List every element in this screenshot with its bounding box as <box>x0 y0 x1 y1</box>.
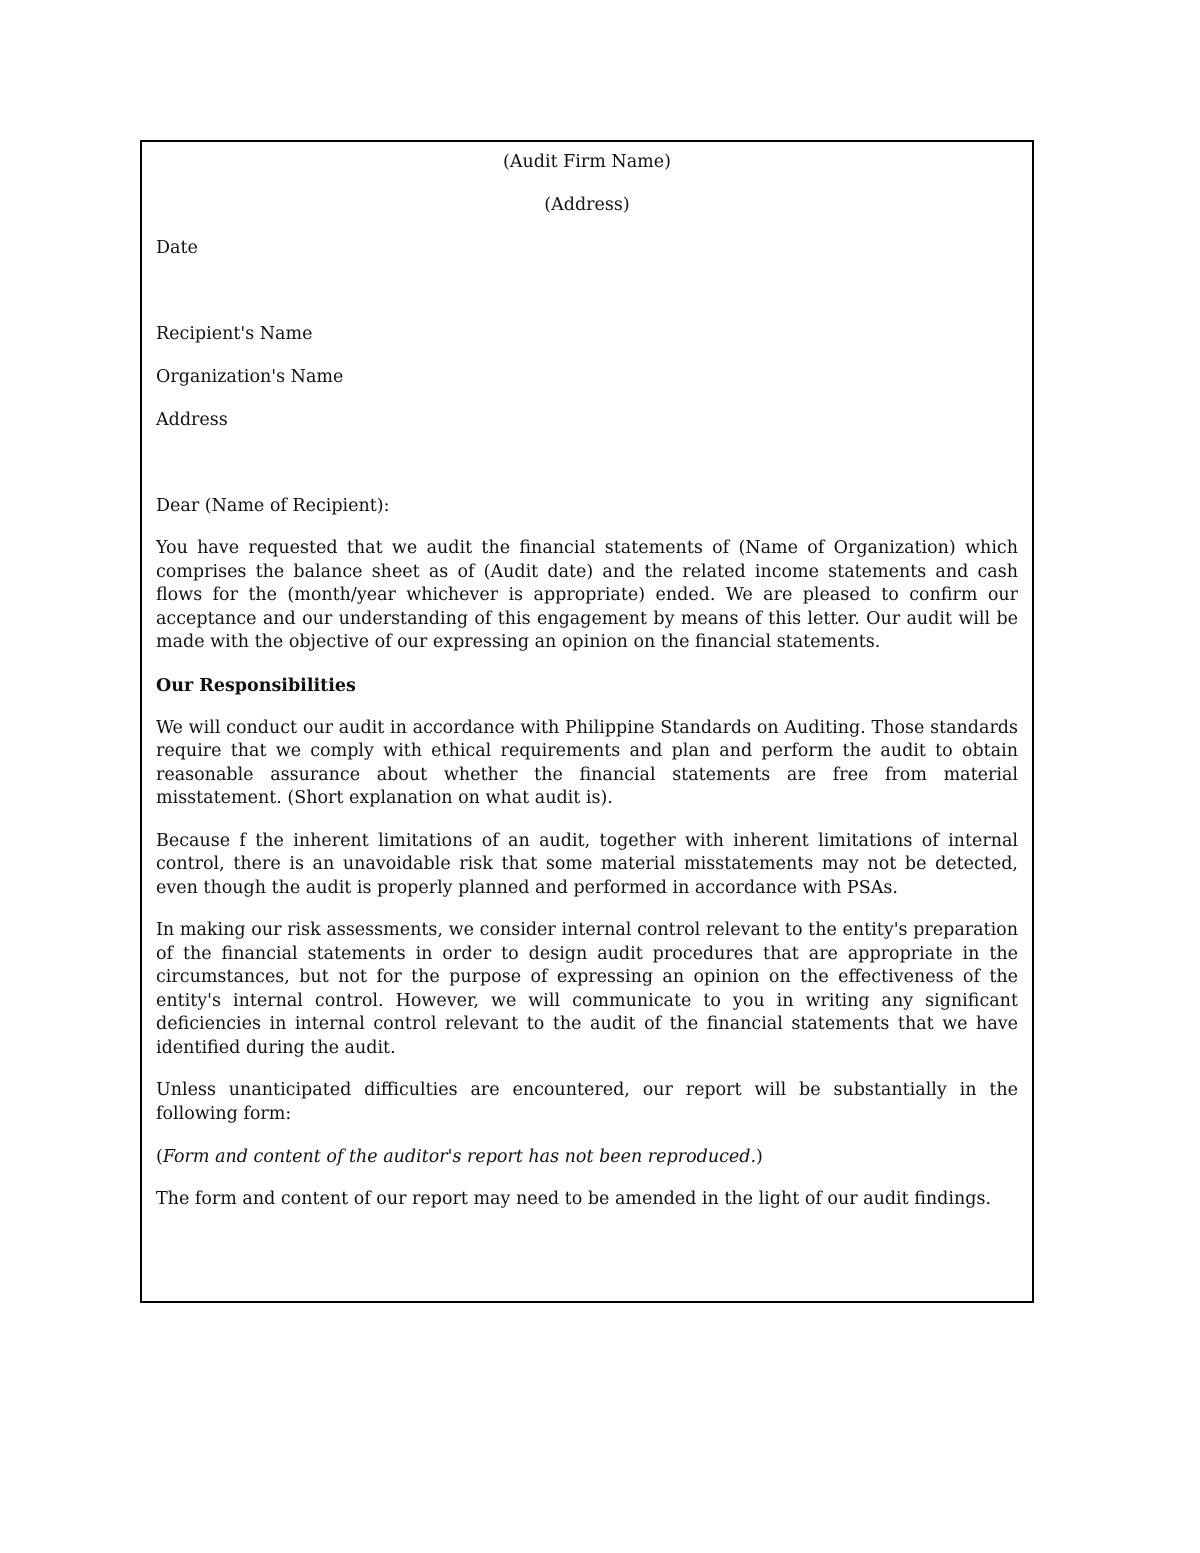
report-note-open: ( <box>156 1147 163 1167</box>
letter-date: Date <box>156 238 198 258</box>
intro-paragraph: You have requested that we audit the financial statements of (Name of Organization) which comprises the balance sheet as of (Audit date) and the related income statements and cash flows for the (month/year whichever is appropriate) ended. We are pleased to confirm our acceptance and our understanding of this engagement by means of this letter. Our audit will be made with the objective of our expressing an opinion on the financial statements. <box>156 538 1018 652</box>
section-heading: Our Responsibilities <box>156 675 356 696</box>
firm-address: (Address) <box>544 195 630 215</box>
recipient-name: Recipient's Name <box>156 324 313 344</box>
limitations-paragraph: Because f the inherent limitations of an audit, together with inherent limitations of internal control, there is an unavoidable risk that some material misstatements may not be detected, even though the audit is properly planned and performed in accordance with PSAs. <box>156 830 1018 898</box>
risk-assessment-paragraph: In making our risk assessments, we consider internal control relevant to the entity's preparation of the financial statements in order to design audit procedures that are appropriate in the circumstances, but not for the purpose of expressing an opinion on the effectiveness of the entity's internal control. However, we will communicate to you in writing any significant deficiencies in internal control relevant to the audit of the financial statements that we have identified during the audit. <box>156 920 1018 1058</box>
report-note-close: ) <box>756 1147 763 1167</box>
salutation: Dear (Name of Recipient): <box>156 496 390 516</box>
closing-paragraph: The form and content of our report may need to be amended in the light of our audit findings. <box>156 1189 992 1209</box>
responsibilities-paragraph: We will conduct our audit in accordance with Philippine Standards on Auditing. Those standards require that we comply with ethical requirements and plan and perform the audit to obtain reasonable assurance about whether the financial statements are free from material misstatement. (Short explanation on what audit is). <box>156 717 1018 808</box>
organization-name: Organization's Name <box>156 367 344 387</box>
engagement-letter <box>140 140 1034 1303</box>
report-form-paragraph: Unless unanticipated difficulties are encountered, our report will be substantially in the following form: <box>156 1080 1018 1124</box>
report-note <box>156 1145 1018 1169</box>
recipient-address: Address <box>156 410 228 430</box>
audit-firm-name: (Audit Firm Name) <box>503 152 671 172</box>
report-note-italic: Form and content of the auditor's report has not been reproduced. <box>162 1147 757 1167</box>
